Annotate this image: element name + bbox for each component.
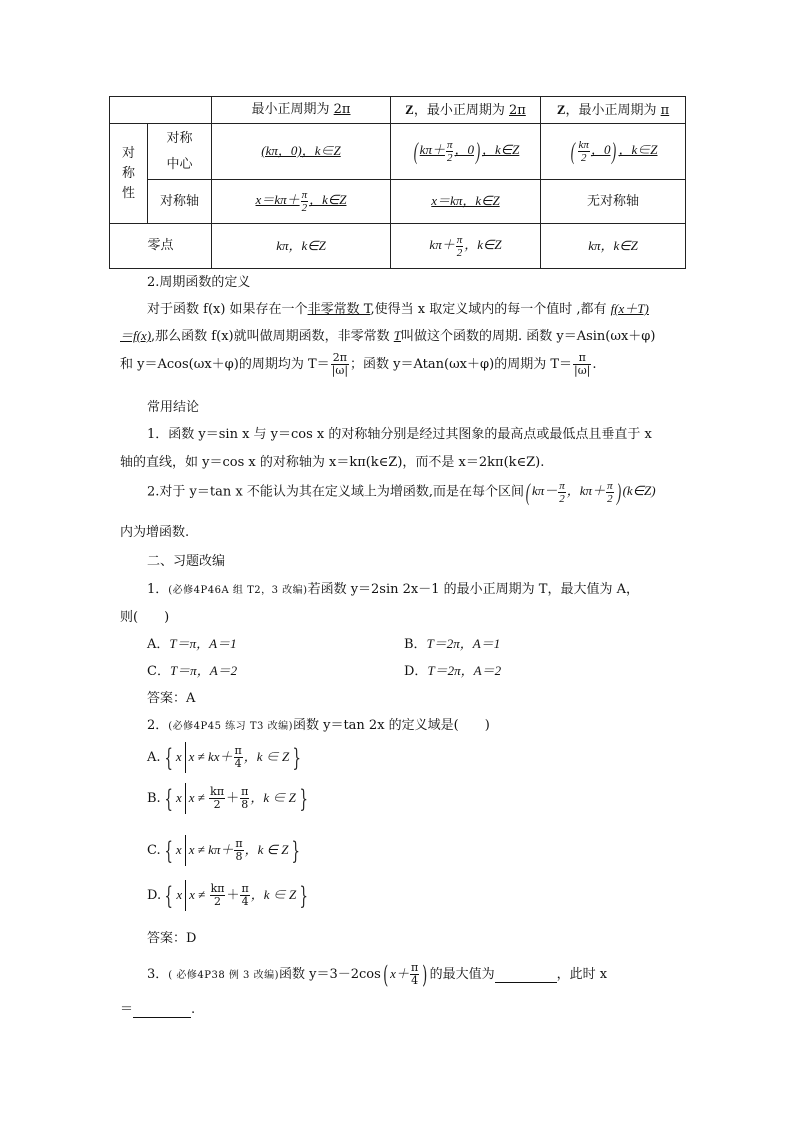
- q3-equals: ＝: [120, 1002, 134, 1017]
- option-label: C．: [147, 664, 170, 679]
- fraction-den: |ω|: [331, 364, 349, 377]
- q3-line1: [147, 962, 607, 987]
- center-cos-value: [412, 138, 520, 165]
- fraction-den: 4: [241, 895, 249, 908]
- q2-option-a[interactable]: [147, 745, 305, 770]
- fraction-den: 2: [580, 152, 587, 164]
- fraction-period-sin: [331, 352, 349, 377]
- fraction-den: 2: [456, 246, 463, 259]
- q3-text-c: ，此时 x: [556, 967, 608, 982]
- axis-sin-pre: x＝kπ＋: [255, 192, 300, 208]
- conclusion-2-line1: [147, 480, 656, 505]
- fraction-den: 2: [559, 493, 565, 505]
- center-cos-tail: ，k∈Z: [482, 142, 520, 158]
- def-underline-fxT: f(x＋T): [610, 301, 649, 316]
- center-sin: [212, 124, 391, 180]
- left-paren-icon: (: [413, 138, 418, 165]
- def-underline-T: T: [393, 328, 401, 343]
- fraction-num: kπ: [578, 139, 589, 151]
- right-brace-icon: }: [299, 881, 309, 910]
- def-underline-fx: ＝f(x): [120, 328, 152, 343]
- q3-blank-x[interactable]: [133, 1002, 191, 1018]
- option-label: A．: [147, 637, 170, 652]
- zero-cos-tail: ，k∈Z: [464, 236, 502, 252]
- conclusion-2-text: 2.对于 y＝tan x 不能认为其在定义域上为增函数,而是在每个区间: [147, 484, 524, 500]
- fraction-num: π: [301, 189, 308, 201]
- left-brace-icon: {: [163, 743, 173, 772]
- option-label: B.: [147, 791, 161, 806]
- conclusion-1-line1: 1．函数 y＝sin x 与 y＝cos x 的对称轴分别是经过其图象的最高点或最低点且垂直于 x: [147, 427, 652, 442]
- zero-label: 零点: [110, 224, 212, 269]
- header-blank-cell: [110, 97, 212, 124]
- header-tan-prefix: Z: [556, 101, 566, 117]
- q1-option-c[interactable]: [147, 660, 237, 679]
- right-brace-icon: }: [292, 743, 302, 772]
- fraction-den: 4: [411, 974, 419, 987]
- table-row-axis: [110, 180, 686, 224]
- set-var: x: [175, 749, 182, 764]
- center-sin-value: (kπ，0)，k∈Z: [261, 143, 341, 158]
- q2-option-b[interactable]: B. { x x ≠ $\frac{k\pi}{2}$ ＋ $\frac{\pi}{8}$ ，k ∈ Z }: [147, 784, 308, 813]
- fraction: [606, 480, 614, 505]
- right-brace-icon: }: [299, 784, 308, 813]
- conclusion-2-line2: 内为增函数.: [120, 525, 190, 540]
- q2-text: 函数 y＝tan 2x 的定义域是( ): [292, 718, 490, 733]
- option-pre: x ≠ kπ＋: [188, 842, 234, 857]
- option-label: A.: [147, 750, 161, 765]
- option-pre: x ≠ kx＋: [188, 749, 233, 764]
- fraction-num: π: [607, 480, 613, 492]
- def-text-d: 叫做这个函数的周期. 函数 y＝Asin(ωx＋φ): [400, 329, 656, 344]
- fraction-den: 2: [607, 493, 613, 505]
- q1-answer: 答案：A: [147, 691, 196, 706]
- fraction: [578, 139, 590, 164]
- q1-option-a[interactable]: [147, 633, 237, 652]
- q2-option-c[interactable]: [147, 838, 304, 863]
- set-var: x: [175, 790, 182, 805]
- option-label: D．: [404, 664, 428, 679]
- fraction: [446, 139, 454, 164]
- q3-text-b: 的最大值为: [429, 967, 495, 982]
- table-header-row: [110, 97, 686, 124]
- set-bar: [185, 880, 186, 911]
- q2-line1: [147, 714, 490, 733]
- q1-line1: [147, 578, 639, 597]
- fraction: [210, 883, 226, 908]
- option-label: B．: [404, 637, 427, 652]
- fraction-num: kπ: [210, 785, 225, 798]
- header-cos-prefix: Z: [405, 101, 414, 117]
- periodic-def-line2: [120, 325, 655, 344]
- axis-cos: [391, 180, 541, 224]
- left-paren-icon: (: [525, 479, 531, 506]
- section-title-periodic: 2.周期函数的定义: [147, 275, 251, 290]
- def-text-a: 对于函数 f(x) 如果存在一个: [147, 302, 308, 317]
- q3-blank-max[interactable]: [495, 967, 557, 983]
- fraction-num: π: [241, 882, 249, 895]
- center-cos-post: ，0: [454, 142, 474, 158]
- option-tail: ，k ∈ Z: [250, 887, 297, 902]
- right-paren-icon: ): [475, 138, 481, 165]
- center-label: [148, 124, 212, 180]
- conclusion-1-line2: 轴的直线，如 y＝cos x 的对称轴为 x＝kπ(k∈Z)，而不是 x＝2kπ(k∈Z).: [120, 455, 545, 470]
- fraction: [558, 480, 566, 505]
- set-var: x: [175, 842, 182, 857]
- q2-source: (必修4P45 练习 T3 改编): [168, 721, 293, 732]
- symmetry-char-1: 对: [121, 145, 135, 161]
- symmetry-label: [110, 124, 148, 224]
- fraction-den: 8: [235, 850, 243, 863]
- fraction: [234, 745, 243, 770]
- q2-answer: 答案：D: [147, 931, 197, 946]
- fraction-den: 2: [214, 895, 222, 908]
- axis-tan: 无对称轴: [541, 180, 686, 224]
- q3-number: 3．: [147, 967, 169, 982]
- q2-number: 2．: [147, 718, 169, 733]
- axis-label: 对称轴: [148, 180, 212, 224]
- option-pre: x ≠: [189, 887, 209, 902]
- fraction-den: 8: [241, 798, 249, 811]
- fraction: [234, 838, 243, 863]
- exercises-title: 二、习题改编: [147, 554, 226, 569]
- option-tail: ，k ∈ Z: [250, 790, 296, 805]
- fraction-den: |ω|: [574, 364, 591, 377]
- left-brace-icon: {: [164, 784, 173, 813]
- axis-sin-value: [255, 189, 347, 214]
- fraction-num: π: [235, 837, 243, 850]
- fraction-den: 2: [301, 202, 308, 214]
- zero-cos-pre: kπ＋: [429, 236, 455, 252]
- def-text-c: ,那么函数 f(x)就叫做周期函数，非零常数: [151, 329, 394, 344]
- q1-option-d[interactable]: [404, 660, 501, 679]
- axis-sin: [212, 180, 391, 224]
- def-text-f: ；函数 y＝Atan(ωx＋φ)的周期为 T＝: [350, 357, 572, 372]
- left-brace-icon: {: [164, 881, 173, 910]
- set-bar: [185, 835, 186, 866]
- fraction: [240, 786, 249, 811]
- interval-tail: (k∈Z): [622, 483, 656, 499]
- fraction-num: π: [234, 744, 242, 757]
- interval-pre: kπ－: [531, 483, 558, 499]
- zero-cos-value: [429, 233, 502, 259]
- center-label-line1: 对称: [166, 130, 193, 146]
- q2-option-d[interactable]: D. { x x ≠ $\frac{k\pi}{2}$ ＋ $\frac{\pi}{4}$ ，k ∈ Z }: [147, 881, 309, 910]
- fraction: [209, 786, 225, 811]
- symmetry-char-3: 性: [121, 185, 135, 201]
- header-cos: [391, 97, 541, 124]
- header-cos-period: 2π: [508, 102, 526, 118]
- zero-cos: [391, 224, 541, 269]
- fraction-den: 2: [213, 798, 221, 811]
- fraction-den: 2: [446, 152, 453, 164]
- center-cos: [391, 124, 541, 180]
- def-underline-nonzero: 非零常数 T: [307, 302, 371, 317]
- periodic-def-line3: [120, 352, 597, 377]
- option-label: C.: [147, 843, 161, 858]
- option-tail: ，k ∈ Z: [244, 842, 289, 857]
- header-sin-period: 2π: [333, 102, 351, 117]
- q3-text-a: 函数 y＝3－2cos: [278, 967, 381, 982]
- fraction-num: π: [559, 480, 565, 492]
- header-tan-text: ，最小正周期为: [565, 102, 661, 118]
- fraction-num: kπ: [210, 882, 225, 895]
- set-bar: [185, 783, 186, 814]
- option-text: T＝π，A＝2: [169, 663, 238, 678]
- fraction: [301, 189, 309, 214]
- header-cos-text: ，最小正周期为: [413, 102, 509, 118]
- header-tan: [541, 97, 686, 124]
- right-paren-icon: ): [616, 479, 621, 506]
- zero-tan: [541, 224, 686, 269]
- def-end: .: [592, 357, 597, 372]
- zero-sin-value: kπ，k∈Z: [276, 237, 326, 253]
- header-sin: [212, 97, 391, 124]
- center-cos-pre: kπ＋: [419, 142, 445, 158]
- zero-tan-value: kπ，k∈Z: [588, 237, 638, 253]
- fraction-num: π: [446, 139, 453, 151]
- center-tan-post: ，0: [590, 142, 611, 158]
- fraction: [456, 234, 464, 259]
- conclusions-title: 常用结论: [147, 400, 200, 415]
- fraction: [410, 962, 419, 987]
- axis-cos-value: x＝kπ，k∈Z: [431, 193, 500, 208]
- trig-properties-table: [109, 96, 686, 269]
- fraction-num: π: [410, 961, 419, 974]
- option-text: T＝2π，A＝2: [427, 663, 502, 678]
- fraction-num: π: [241, 785, 249, 798]
- left-paren-icon: (: [570, 138, 575, 165]
- center-label-line2: 中心: [166, 156, 193, 172]
- fraction-num: π: [456, 233, 463, 246]
- symmetry-char-2: 称: [121, 165, 135, 181]
- fraction-period-tan: [573, 352, 591, 377]
- zero-sin: [212, 224, 391, 269]
- set-var: x: [176, 887, 183, 902]
- header-sin-text: 最小正周期为: [251, 102, 334, 117]
- option-pre: x ≠: [188, 790, 209, 805]
- center-tan: [541, 124, 686, 180]
- fraction: [240, 883, 249, 908]
- fraction-den: 4: [234, 757, 242, 770]
- table-row-center: [110, 124, 686, 180]
- right-paren-icon: ): [422, 960, 428, 989]
- q3-paren-pre: x＋: [390, 966, 409, 981]
- axis-sin-tail: ，k∈Z: [309, 192, 347, 208]
- periodic-def-line1: [147, 298, 649, 317]
- q1-source: (必修4P46A 组 T2，3 改编): [168, 585, 308, 596]
- interval-mid: ，kπ＋: [566, 483, 606, 499]
- interval: [524, 479, 656, 506]
- set-bar: [185, 742, 186, 773]
- option-tail: ，k ∈ Z: [243, 749, 290, 764]
- q1-line2: 则( ): [120, 610, 170, 625]
- right-paren-icon: ): [612, 138, 617, 165]
- right-brace-icon: }: [291, 836, 301, 865]
- header-tan-period: π: [660, 102, 670, 118]
- center-tan-value: [569, 138, 658, 165]
- option-text: T＝2π，A＝1: [426, 636, 501, 651]
- fraction-num: π: [573, 352, 591, 365]
- center-tan-tail: ，k∈Z: [618, 142, 658, 158]
- def-text-e: 和 y＝Acos(ωx＋φ)的周期均为 T＝: [120, 357, 330, 372]
- q1-text: 若函数 y＝2sin 2x－1 的最小正周期为 T，最大值为 A，: [307, 582, 639, 597]
- q3-source: ( 必修4P38 例 3 改编): [168, 970, 279, 981]
- left-paren-icon: (: [382, 960, 389, 989]
- left-brace-icon: {: [164, 836, 173, 865]
- fraction-num: 2π: [331, 352, 349, 365]
- option-label: D.: [147, 888, 162, 903]
- def-text-b: ,使得当 x 取定义域内的每一个值时 ,都有: [370, 302, 611, 317]
- q1-number: 1．: [147, 582, 169, 597]
- table-row-zero: [110, 224, 686, 269]
- q1-option-b[interactable]: [404, 633, 500, 652]
- q3-line2: [120, 998, 195, 1018]
- q3-end: .: [191, 1002, 196, 1017]
- option-text: T＝π，A＝1: [169, 636, 237, 651]
